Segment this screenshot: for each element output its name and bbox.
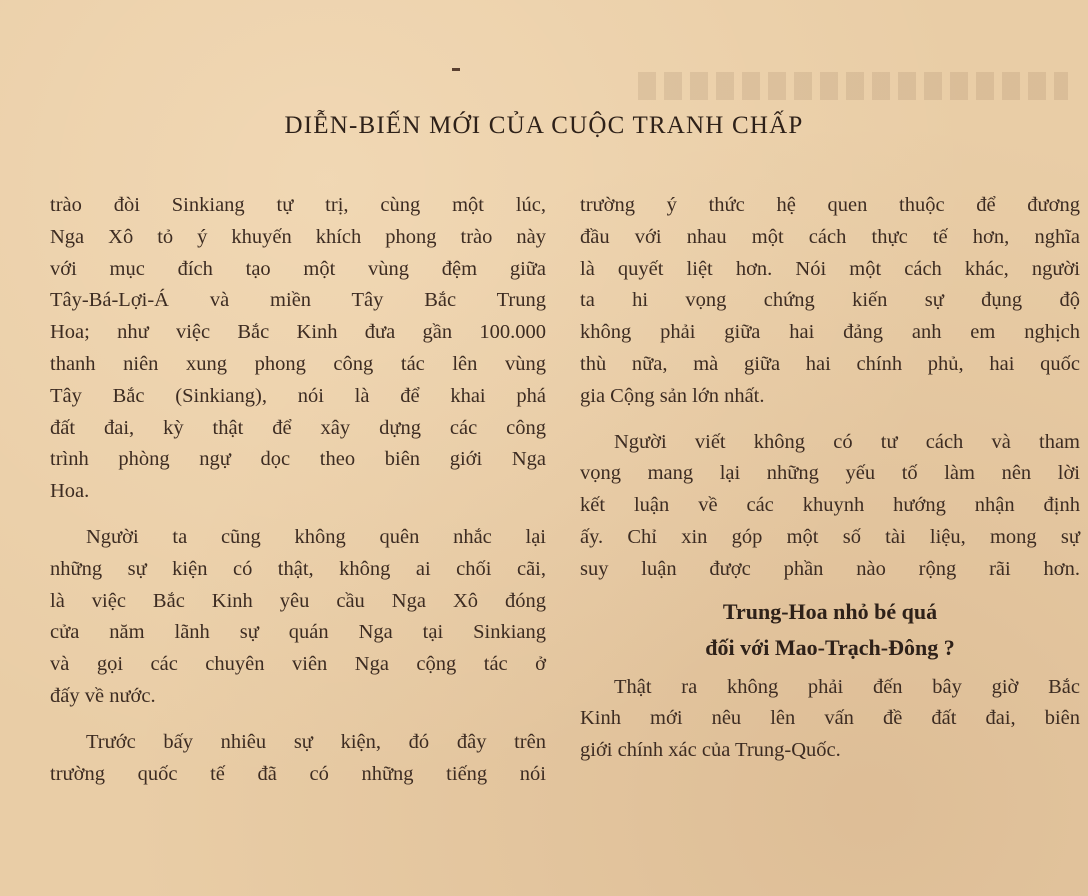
right-column (580, 190, 1080, 767)
text-line: cửa năm lãnh sự quán Nga tại Sinkiang (50, 621, 546, 644)
text-line: Hoa. (50, 480, 90, 503)
text-line: trường quốc tế đã có những tiếng nói (50, 762, 546, 785)
text-line: Nga Xô tỏ ý khuyến khích phong trào này (50, 225, 546, 248)
text-line: Tây Bắc (Sinkiang), nói là để khai phá (50, 384, 546, 407)
text-line: Người viết không có tư cách và tham (614, 430, 1080, 453)
text-line: gia Cộng sản lớn nhất. (580, 384, 765, 407)
text-line: ấy. Chỉ xin góp một số tài liệu, mong sự (580, 525, 1080, 548)
text-line: giới chính xác của Trung-Quốc. (580, 739, 841, 762)
section-subheading (580, 594, 1080, 666)
text-line: với mục đích tạo một vùng đệm giữa (50, 257, 546, 280)
text-line: những sự kiện có thật, không ai chối cãi, (50, 557, 546, 580)
subheading-line: Trung-Hoa nhỏ bé quá (722, 598, 938, 624)
text-line: đấy về nước. (50, 684, 156, 707)
left-column (50, 190, 546, 790)
text-line: đầu với nhau một cách thực tế hơn, nghĩa (580, 225, 1080, 248)
text-line: vọng mang lại những yếu tố làm nên lời (580, 462, 1080, 485)
text-line: trình phòng ngự dọc theo biên giới Nga (50, 448, 546, 471)
text-line: thù nữa, mà giữa hai chính phủ, hai quốc (580, 352, 1080, 375)
text-line: Trước bấy nhiêu sự kiện, đó đây trên (86, 730, 546, 753)
article-title: DIỄN-BIẾN MỚI CỦA CUỘC TRANH CHẤP (284, 112, 804, 139)
text-line: ta hi vọng chứng kiến sự đụng độ (580, 289, 1080, 312)
text-line: đất đai, kỳ thật để xây dựng các công (50, 416, 546, 439)
text-line: trường ý thức hệ quen thuộc để đương (580, 194, 1080, 216)
text-line: không phải giữa hai đảng anh em nghịch (580, 321, 1080, 344)
text-line: Kinh mới nêu lên vấn đề đất đai, biên (580, 707, 1080, 730)
text-line: thanh niên xung phong công tác lên vùng (50, 352, 546, 375)
bleed-through-text (638, 72, 1068, 100)
text-line: Người ta cũng không quên nhắc lại (86, 525, 546, 548)
text-line: và gọi các chuyên viên Nga cộng tác ở (50, 653, 546, 676)
subheading-line: đối với Mao-Trạch-Đông ? (705, 634, 955, 660)
text-line: suy luận được phần nào rộng rãi hơn. (580, 557, 1080, 580)
text-line: trào đòi Sinkiang tự trị, cùng một lúc, (50, 194, 546, 216)
page-mark (452, 68, 460, 71)
text-line: Hoa; như việc Bắc Kinh đưa gần 100.000 (50, 321, 546, 344)
text-line: là quyết liệt hơn. Nói một cách khác, người (580, 257, 1080, 280)
text-line: Thật ra không phải đến bây giờ Bắc (614, 675, 1080, 698)
text-line: là việc Bắc Kinh yêu cầu Nga Xô đóng (50, 589, 546, 612)
text-line: kết luận về các khuynh hướng nhận định (580, 494, 1080, 517)
text-line: Tây-Bá-Lợi-Á và miền Tây Bắc Trung (50, 289, 546, 312)
